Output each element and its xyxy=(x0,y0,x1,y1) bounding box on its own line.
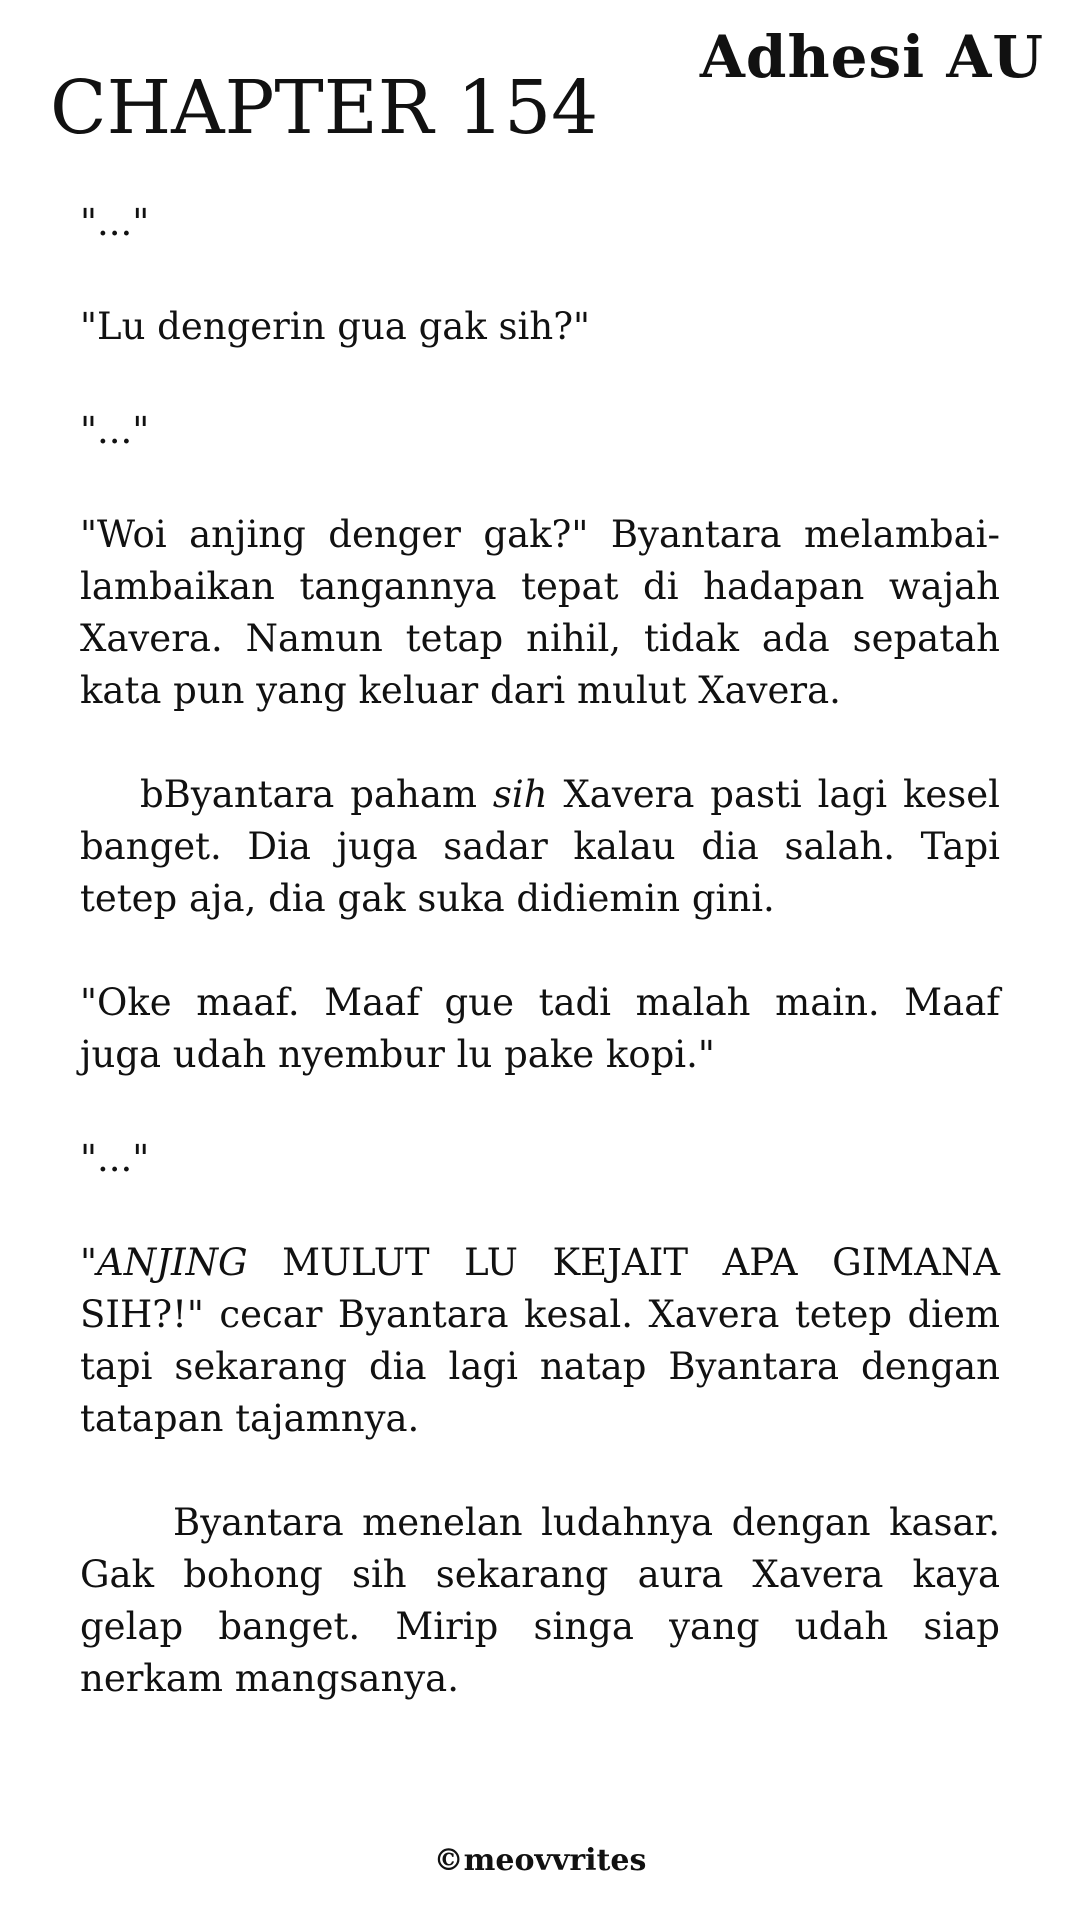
paragraph-1: "..." xyxy=(80,201,150,244)
paragraph-9: Byantara menelan ludahnya dengan kasar. Gak bohong sih sekarang aura Xavera kaya gelap banget. Mirip singa yang udah siap nerkam mangsanya. xyxy=(80,1501,1000,1700)
paragraph-3: "..." xyxy=(80,409,150,452)
story-body xyxy=(80,197,1000,1757)
paragraph-8-emphasis: ANJING xyxy=(97,1241,248,1284)
paragraph-5-text-b: Xavera pasti lagi kesel banget. Dia juga sadar kalau dia salah. Tapi tetep aja, dia gak suka didiemin gini. xyxy=(80,773,1000,920)
paragraph-6: "Oke maaf. Maaf gue tadi malah main. Maaf juga udah nyembur lu pake kopi." xyxy=(80,981,1000,1076)
paragraph-7: "..." xyxy=(80,1137,150,1180)
brand-title: Adhesi AU xyxy=(699,23,1044,91)
paragraph-5 xyxy=(80,769,1000,925)
paragraph-5-emphasis: sih xyxy=(492,773,548,816)
paragraph-8-quote: " xyxy=(80,1241,98,1284)
paragraph-8-text: MULUT LU KEJAIT APA GIMANA SIH?!" cecar Byantara kesal. Xavera tetep diem tapi sekarang dia lagi natap Byantara dengan tatapan tajamnya. xyxy=(80,1241,1000,1440)
paragraph-5-text-a: bByantara paham xyxy=(140,773,493,816)
author-credit: ©meovvrites xyxy=(433,1843,647,1878)
paragraph-8 xyxy=(80,1237,1000,1445)
paragraph-4: "Woi anjing denger gak?" Byantara melambai-lambaikan tangannya tepat di hadapan wajah Xavera. Namun tetap nihil, tidak ada sepatah kata pun yang keluar dari mulut Xavera. xyxy=(80,513,1000,712)
paragraph-2: "Lu dengerin gua gak sih?" xyxy=(80,305,591,348)
chapter-title: CHAPTER 154 xyxy=(50,65,599,151)
